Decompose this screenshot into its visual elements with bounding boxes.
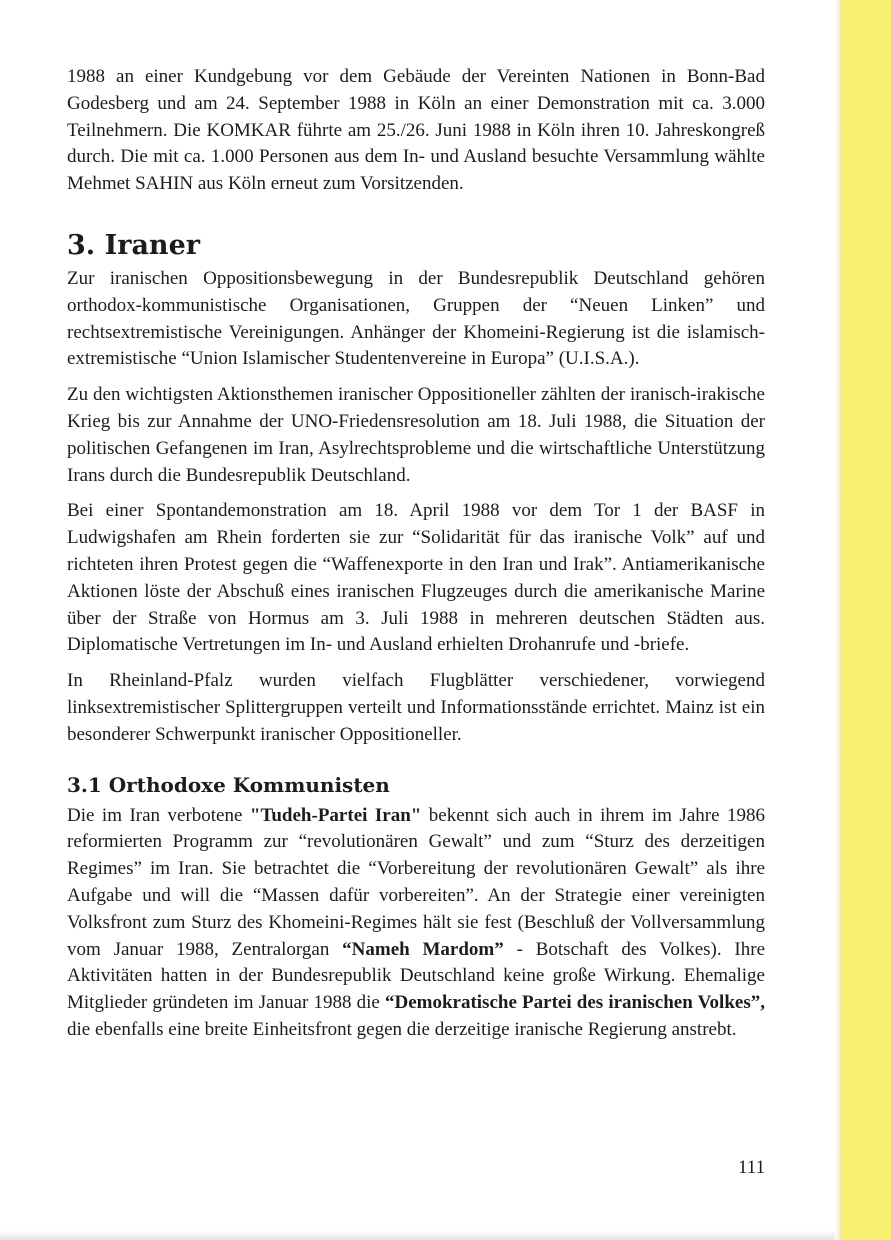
intro-paragraph: 1988 an einer Kundgebung vor dem Gebäude der Vereinten Nationen in Bonn-Bad Godesberg und am 24. September 1988 in Köln an einer Demonstration mit ca. 3.000 Teilnehmern. Die KOMKAR führte am 25./26. Juni 1988 in Köln ihren 10. Jahreskongreß durch. Die mit ca. 1.000 Personen aus dem In- und Ausland besuchte Versammlung wählte Mehmet SAHIN aus Köln erneut zum Vorsitzenden. — [67, 66, 765, 195]
text-run: Die im Iran verbotene — [67, 804, 250, 826]
section-paragraph-1: Zur iranischen Oppositionsbewegung in der Bundesrepublik Deutschland gehören orthodox-kommunistische Organisationen, Gruppen der “Neuen Linken” und rechtsextremistische Vereinigungen. Anhänger der Khomeini-Regierung ist die islamisch-extremistische “Union Islamischer Studentenvereine in Europa” (U.I.S.A.). — [67, 267, 765, 370]
bold-organ-name: “Nameh Mardom” — [342, 938, 504, 960]
section-title: 3. Iraner — [67, 229, 200, 261]
section-paragraph-4: In Rheinland-Pfalz wurden vielfach Flugblätter verschiedener, vorwiegend linksextremistischer Splittergruppen verteilt und Informationsstände errichtet. Mainz ist ein besonderer Schwerpunkt iranischer Oppositioneller. — [67, 670, 765, 745]
bold-new-party-name: “Demokratische Partei des iranischen Volkes”, — [384, 992, 765, 1014]
bottom-scan-shadow — [0, 1230, 835, 1240]
subsection-paragraph — [67, 803, 765, 1044]
yellow-margin-strip — [841, 0, 891, 1240]
page-content — [67, 64, 765, 1053]
text-run: bekennt sich auch in ihrem im Jahre 1986 reformierten Programm zur “revolutionären Gewalt” und zum “Sturz des derzeitigen Regimes” im Iran. Sie betrachtet die “Vorbereitung der revolutionären Gewalt” als ihre Aufgabe und will die “Massen dafür vorbereiten”. An der Strategie einer vereinigten Volksfront zum Sturz des Khomeini-Regimes hält sie fest (Beschluß der Vollversammlung vom Januar 1988, Zentralorgan — [67, 804, 765, 960]
subsection-title: 3.1 Orthodoxe Kommunisten — [67, 772, 390, 797]
page-number: 111 — [738, 1157, 766, 1178]
bold-party-name: "Tudeh-Partei Iran" — [249, 804, 422, 826]
section-paragraph-3: Bei einer Spontandemonstration am 18. April 1988 vor dem Tor 1 der BASF in Ludwigshafen am Rhein forderten sie zur “Solidarität für das iranische Volk” auf und richteten ihren Protest gegen die “Waffenexporte in den Iran und Irak”. Antiamerikanische Aktionen löste der Abschuß eines iranischen Flugzeuges durch die amerikanische Marine über der Straße von Hormus am 3. Juli 1988 in mehreren deutschen Städten aus. Diplomatische Vertretungen im In- und Ausland erhielten Drohanrufe und -briefe. — [67, 500, 765, 656]
section-paragraph-2: Zu den wichtigsten Aktionsthemen iranischer Oppositioneller zählten der iranisch-irakische Krieg bis zur Annahme der UNO-Friedensresolution am 18. Juli 1988, die Situation der politischen Gefangenen im Iran, Asylrechtsprobleme und die wirtschaftliche Unterstützung Irans durch die Bundesrepublik Deutschland. — [67, 384, 765, 486]
text-run: - Botschaft des Volkes). Ihre Aktivitäten hatten in der Bundesrepublik Deutschland keine große Wirkung. Ehemalige Mitglieder gründeten im Januar 1988 die — [67, 938, 765, 1014]
text-run: die ebenfalls eine breite Einheitsfront gegen die derzeitige iranische Regierung anstrebt. — [67, 1018, 737, 1040]
